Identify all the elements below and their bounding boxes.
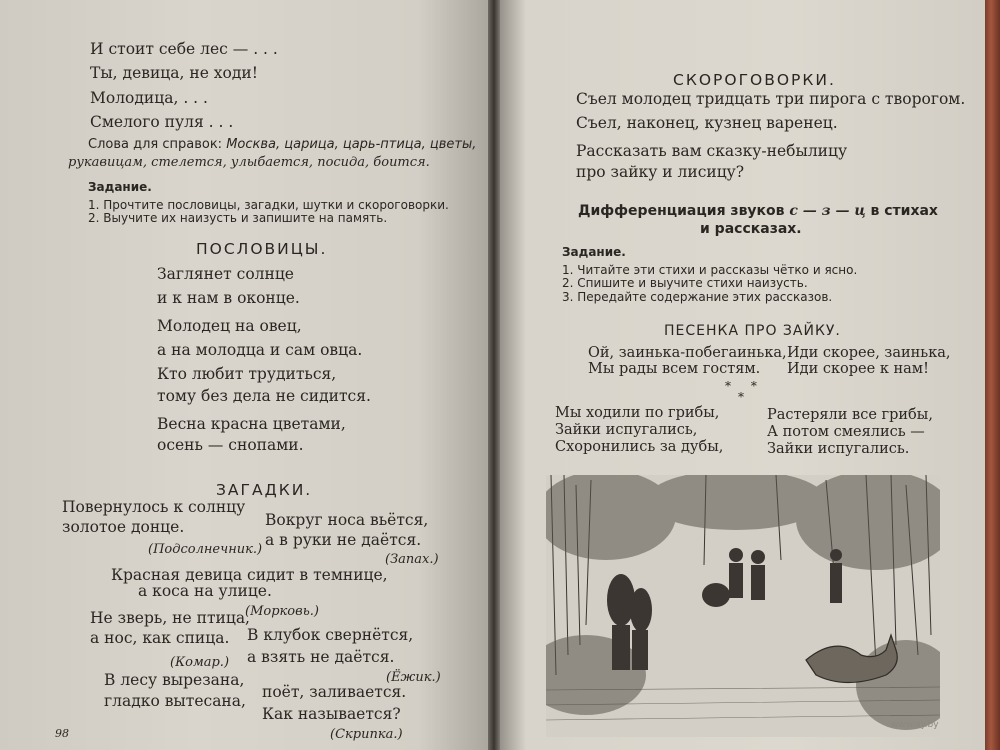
riddle-7-answer: (Скрипка.) [330, 727, 403, 742]
sounds-label: с — з — ц [789, 203, 866, 219]
reference-words-line-1: Москва, царица, царь-птица, цветы, [226, 137, 477, 152]
proverb-3-line-2: тому без дела не сидится. [157, 387, 371, 405]
star-divider-single: * [738, 390, 744, 404]
tongue-twister-3-line-2: про зайку и лисицу? [576, 163, 745, 181]
book-cover-edge [985, 0, 1000, 750]
song-heading: ПЕСЕНКА ПРО ЗАЙКУ. [664, 323, 841, 339]
forest-illustration [546, 475, 940, 737]
proverb-3-line-1: Кто любит трудиться, [157, 365, 337, 383]
riddle-4-line-1: Не зверь, не птица, [90, 609, 250, 627]
differentiation-heading-line-2: и рассказах. [700, 221, 802, 237]
riddle-3-answer: (Морковь.) [245, 604, 319, 619]
verse-right-line-1: Растеряли все грибы, [767, 407, 933, 423]
right-task-2: 2. Спишите и выучите стихи наизусть. [562, 276, 808, 290]
riddle-5-line-1: В клубок свернётся, [247, 626, 414, 644]
poem-line-2: Ты, девица, не ходи! [90, 64, 258, 82]
tongue-twister-3-line-1: Рассказать вам сказку-небылицу [576, 142, 848, 160]
poem-line-3: Молодица, . . . [90, 89, 208, 107]
proverb-2-line-2: а на молодца и сам овца. [157, 341, 363, 359]
stars-divider: * * [725, 379, 765, 393]
task-item-2: 2. Выучите их наизусть и запишите на память. [88, 211, 388, 225]
proverb-4-line-2: осень — снопами. [157, 436, 304, 454]
riddle-7-line-1: поёт, заливается. [262, 683, 407, 701]
riddle-2-line-2: а в руки не даётся. [265, 531, 422, 549]
song-left-line-1: Ой, заинька-побегаинька, [588, 345, 787, 361]
riddle-2-answer: (Запах.) [385, 552, 439, 567]
differentiation-heading: Дифференциация звуков с — з — ц в стихах [578, 203, 938, 219]
verse-left-line-3: Схоронились за дубы, [555, 439, 724, 455]
poem-line-4: Смелого пуля . . . [90, 113, 234, 131]
riddle-1-line-2: золотое донце. [62, 518, 185, 536]
riddle-1-answer: (Подсолнечник.) [148, 542, 263, 557]
proverb-1-line-1: Заглянет солнце [157, 265, 294, 283]
proverb-2-line-1: Молодец на овец, [157, 317, 302, 335]
verse-right-line-3: Зайки испугались. [767, 441, 910, 457]
task-item-1: 1. Прочтите пословицы, загадки, шутки и скороговорки. [88, 198, 449, 212]
right-task-heading: Задание. [562, 245, 626, 259]
riddle-5-line-2: а взять не даётся. [247, 648, 395, 666]
poem-line-1: И стоит себе лес — . . . [90, 40, 278, 58]
tongue-twister-1: Съел молодец тридцать три пирога с творогом. [576, 90, 966, 108]
song-left-line-2: Мы рады всем гостям. [588, 361, 761, 377]
book-gutter [488, 0, 500, 750]
reference-words-line-2: рукавицам, стелется, улыбается, посида, боится. [68, 155, 430, 170]
proverb-4-line-1: Весна красна цветами, [157, 415, 346, 433]
riddle-2-line-1: Вокруг носа вьётся, [265, 511, 429, 529]
proverbs-heading: ПОСЛОВИЦЫ. [196, 240, 328, 258]
riddle-4-line-2: а нос, как спица. [90, 629, 230, 647]
riddles-heading: ЗАГАДКИ. [216, 481, 313, 499]
riddle-3-line-1: Красная девица сидит в темнице, [111, 566, 388, 584]
right-task-1: 1. Читайте эти стихи и рассказы чётко и ясно. [562, 263, 858, 277]
verse-left-line-1: Мы ходили по грибы, [555, 405, 720, 421]
riddle-5-answer: (Ёжик.) [386, 670, 441, 685]
tongue-twister-2: Съел, наконец, кузнец варенец. [576, 114, 838, 132]
riddle-7-line-2: Как называется? [262, 705, 401, 723]
riddle-6-line-2: гладко вытесана, [104, 692, 246, 710]
riddle-1-line-1: Повернулось к солнцу [62, 498, 246, 516]
watermark: www.ay.by [891, 720, 939, 730]
riddle-6-line-1: В лесу вырезана, [104, 671, 245, 689]
tongue-twisters-heading: СКОРОГОВОРКИ. [673, 71, 836, 89]
song-right-line-2: Иди скорее к нам! [787, 361, 929, 377]
page-number: 98 [55, 727, 69, 740]
proverb-1-line-2: и к нам в оконце. [157, 289, 300, 307]
riddle-3-line-2: а коса на улице. [138, 582, 272, 600]
task-heading: Задание. [88, 180, 152, 194]
verse-left-line-2: Зайки испугались, [555, 422, 698, 438]
song-right-line-1: Иди скорее, заинька, [787, 345, 951, 361]
right-task-3: 3. Передайте содержание этих рассказов. [562, 290, 833, 304]
reference-words-label: Слова для справок: Москва, царица, царь-птица, цветы, [88, 137, 477, 152]
verse-right-line-2: А потом смеялись — [767, 424, 925, 440]
riddle-4-answer: (Комар.) [170, 655, 230, 670]
